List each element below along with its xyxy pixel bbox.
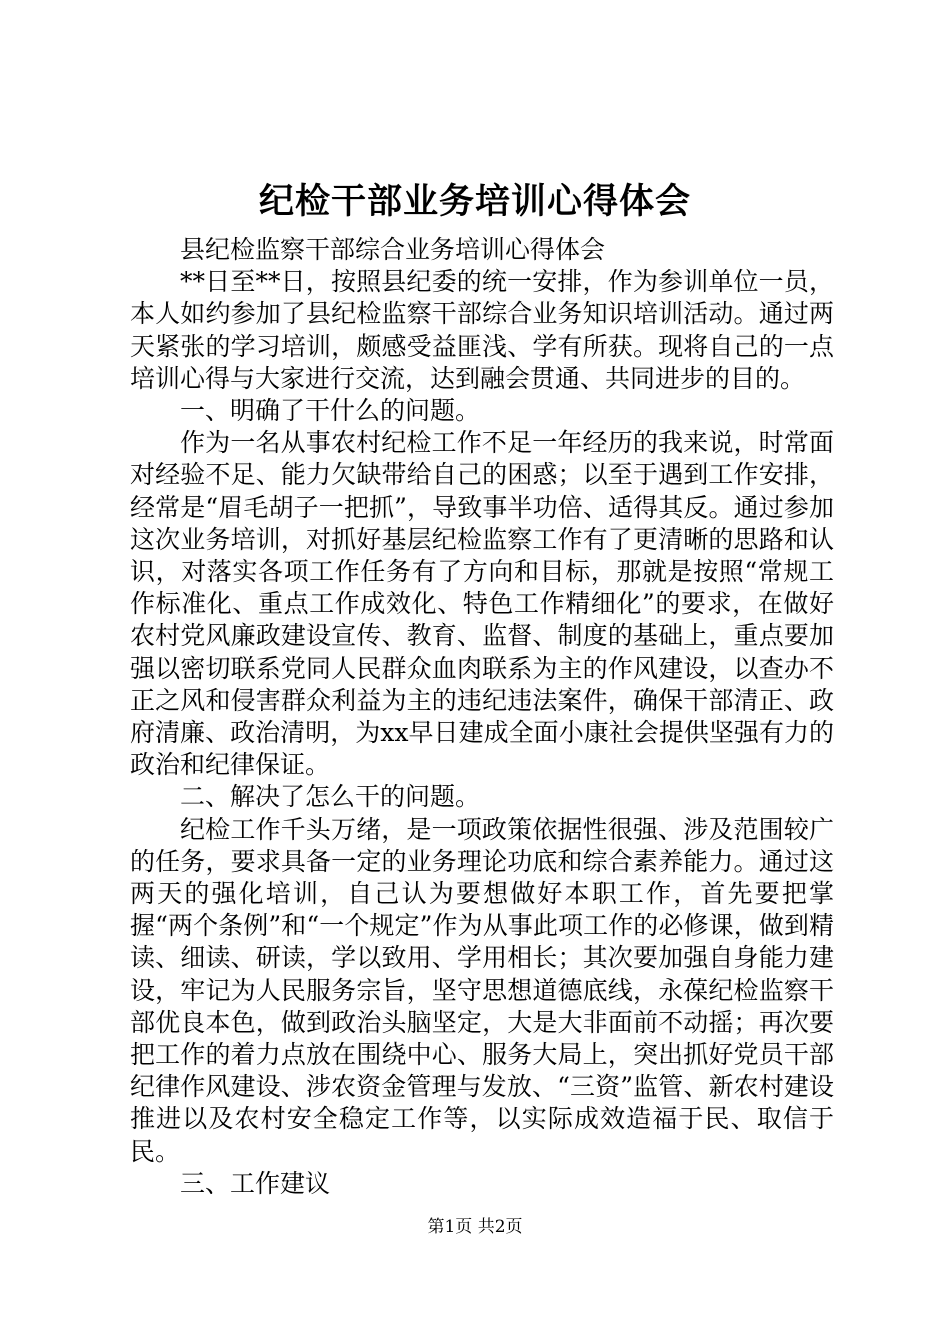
document-body bbox=[130, 234, 834, 1200]
paragraph-intro: **日至**日，按照县纪委的统一安排，作为参训单位一员，本人如约参加了县纪检监察干部综合业务知识培训活动。通过两天紧张的学习培训，颇感受益匪浅、学有所获。现将自己的一点培训心得与大家进行交流，达到融会贯通、共同进步的目的。 bbox=[130, 267, 834, 393]
paragraph-section-2: 纪检工作千头万绪，是一项政策依据性很强、涉及范围较广的任务，要求具备一定的业务理论功底和综合素养能力。通过这两天的强化培训，自己认为要想做好本职工作，首先要把掌握“两个条例”和“一个规定”作为从事此项工作的必修课，做到精读、细读、研读，学以致用、学用相长；其次要加强自身能力建设，牢记为人民服务宗旨，坚守思想道德底线，永葆纪检监察干部优良本色，做到政治头脑坚定，大是大非面前不动摇；再次要把工作的着力点放在围绕中心、服务大局上，突出抓好党员干部纪律作风建设、涉农资金管理与发放、“三资”监管、新农村建设推进以及农村安全稳定工作等，以实际成效造福于民、取信于民。 bbox=[130, 814, 834, 1166]
document-title: 纪检干部业务培训心得体会 bbox=[258, 181, 691, 222]
page-footer: 第1页 共2页 bbox=[427, 1217, 523, 1237]
section-heading-2: 二、解决了怎么干的问题。 bbox=[180, 782, 481, 812]
section-heading-1: 一、明确了干什么的问题。 bbox=[180, 396, 481, 426]
paragraph-section-1: 作为一名从事农村纪检工作不足一年经历的我来说，时常面对经验不足、能力欠缺带给自己的困惑；以至于遇到工作安排，经常是“眉毛胡子一把抓”，导致事半功倍、适得其反。通过参加这次业务培训，对抓好基层纪检监察工作有了更清晰的思路和认识，对落实各项工作任务有了方向和目标，那就是按照“常规工作标准化、重点工作成效化、特色工作精细化”的要求，在做好农村党风廉政建设宣传、教育、监督、制度的基础上，重点要加强以密切联系党同人民群众血肉联系为主的作风建设，以查办不正之风和侵害群众利益为主的违纪违法案件，确保干部清正、政府清廉、政治清明，为xx早日建成全面小康社会提供坚强有力的政治和纪律保证。 bbox=[130, 428, 834, 780]
section-heading-3: 三、工作建议 bbox=[180, 1168, 331, 1198]
paragraph-subtitle: 县纪检监察干部综合业务培训心得体会 bbox=[180, 235, 606, 264]
